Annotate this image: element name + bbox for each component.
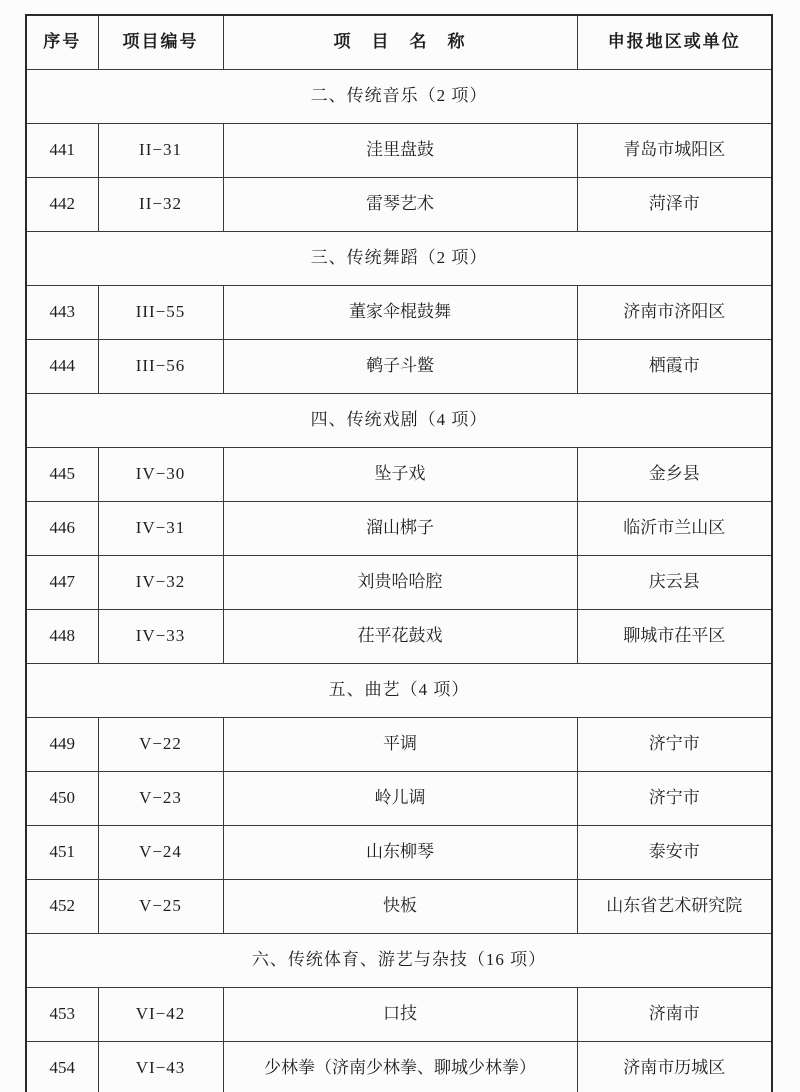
- table-row: [26, 826, 772, 880]
- code-cell: V−24: [98, 826, 223, 880]
- section-label: 三、传统舞蹈（2 项）: [26, 232, 772, 286]
- code-cell: VI−43: [98, 1042, 223, 1092]
- table-row: [26, 610, 772, 664]
- column-header-code: 项目编号: [98, 15, 223, 70]
- seq-cell: 449: [26, 718, 98, 772]
- name-cell: 刘贵哈哈腔: [223, 556, 577, 610]
- table-header-row: [26, 15, 772, 70]
- code-cell: II−31: [98, 124, 223, 178]
- name-cell: 快板: [223, 880, 577, 934]
- table-row: [26, 556, 772, 610]
- seq-cell: 445: [26, 448, 98, 502]
- name-cell: 少林拳（济南少林拳、聊城少林拳）: [223, 1042, 577, 1092]
- code-cell: IV−32: [98, 556, 223, 610]
- table-row: [26, 1042, 772, 1092]
- unit-cell: 济南市: [577, 988, 772, 1042]
- table-row: [26, 772, 772, 826]
- unit-cell: 济南市济阳区: [577, 286, 772, 340]
- code-cell: V−23: [98, 772, 223, 826]
- code-cell: IV−30: [98, 448, 223, 502]
- heritage-list-table: [25, 14, 773, 1092]
- seq-cell: 450: [26, 772, 98, 826]
- seq-cell: 444: [26, 340, 98, 394]
- section-label: 六、传统体育、游艺与杂技（16 项）: [26, 934, 772, 988]
- unit-cell: 菏泽市: [577, 178, 772, 232]
- seq-cell: 447: [26, 556, 98, 610]
- unit-cell: 济宁市: [577, 718, 772, 772]
- table-row: [26, 502, 772, 556]
- column-header-seq: 序号: [26, 15, 98, 70]
- code-cell: III−56: [98, 340, 223, 394]
- table-row: [26, 880, 772, 934]
- section-row-sports-acrobatics: [26, 934, 772, 988]
- unit-cell: 临沂市兰山区: [577, 502, 772, 556]
- section-row-traditional-dance: [26, 232, 772, 286]
- table-row: [26, 988, 772, 1042]
- code-cell: V−22: [98, 718, 223, 772]
- code-cell: V−25: [98, 880, 223, 934]
- unit-cell: 济宁市: [577, 772, 772, 826]
- unit-cell: 青岛市城阳区: [577, 124, 772, 178]
- section-row-traditional-drama: [26, 394, 772, 448]
- code-cell: III−55: [98, 286, 223, 340]
- section-label: 五、曲艺（4 项）: [26, 664, 772, 718]
- unit-cell: 栖霞市: [577, 340, 772, 394]
- unit-cell: 泰安市: [577, 826, 772, 880]
- name-cell: 坠子戏: [223, 448, 577, 502]
- unit-cell: 聊城市茌平区: [577, 610, 772, 664]
- seq-cell: 446: [26, 502, 98, 556]
- name-cell: 岭儿调: [223, 772, 577, 826]
- name-cell: 洼里盘鼓: [223, 124, 577, 178]
- seq-cell: 454: [26, 1042, 98, 1092]
- name-cell: 口技: [223, 988, 577, 1042]
- seq-cell: 442: [26, 178, 98, 232]
- seq-cell: 441: [26, 124, 98, 178]
- code-cell: II−32: [98, 178, 223, 232]
- code-cell: VI−42: [98, 988, 223, 1042]
- section-label: 四、传统戏剧（4 项）: [26, 394, 772, 448]
- seq-cell: 453: [26, 988, 98, 1042]
- table-row: [26, 718, 772, 772]
- seq-cell: 452: [26, 880, 98, 934]
- table-row: [26, 286, 772, 340]
- unit-cell: 济南市历城区: [577, 1042, 772, 1092]
- table-row: [26, 178, 772, 232]
- name-cell: 董家伞棍鼓舞: [223, 286, 577, 340]
- seq-cell: 448: [26, 610, 98, 664]
- name-cell: 鹌子斗鳖: [223, 340, 577, 394]
- name-cell: 平调: [223, 718, 577, 772]
- unit-cell: 金乡县: [577, 448, 772, 502]
- unit-cell: 山东省艺术研究院: [577, 880, 772, 934]
- column-header-name: 项 目 名 称: [223, 15, 577, 70]
- name-cell: 山东柳琴: [223, 826, 577, 880]
- unit-cell: 庆云县: [577, 556, 772, 610]
- name-cell: 雷琴艺术: [223, 178, 577, 232]
- code-cell: IV−31: [98, 502, 223, 556]
- table-row: [26, 124, 772, 178]
- column-header-unit: 申报地区或单位: [577, 15, 772, 70]
- seq-cell: 451: [26, 826, 98, 880]
- name-cell: 茌平花鼓戏: [223, 610, 577, 664]
- seq-cell: 443: [26, 286, 98, 340]
- section-row-traditional-music: [26, 70, 772, 124]
- section-row-quyi: [26, 664, 772, 718]
- section-label: 二、传统音乐（2 项）: [26, 70, 772, 124]
- code-cell: IV−33: [98, 610, 223, 664]
- table-row: [26, 448, 772, 502]
- name-cell: 溜山梆子: [223, 502, 577, 556]
- table-row: [26, 340, 772, 394]
